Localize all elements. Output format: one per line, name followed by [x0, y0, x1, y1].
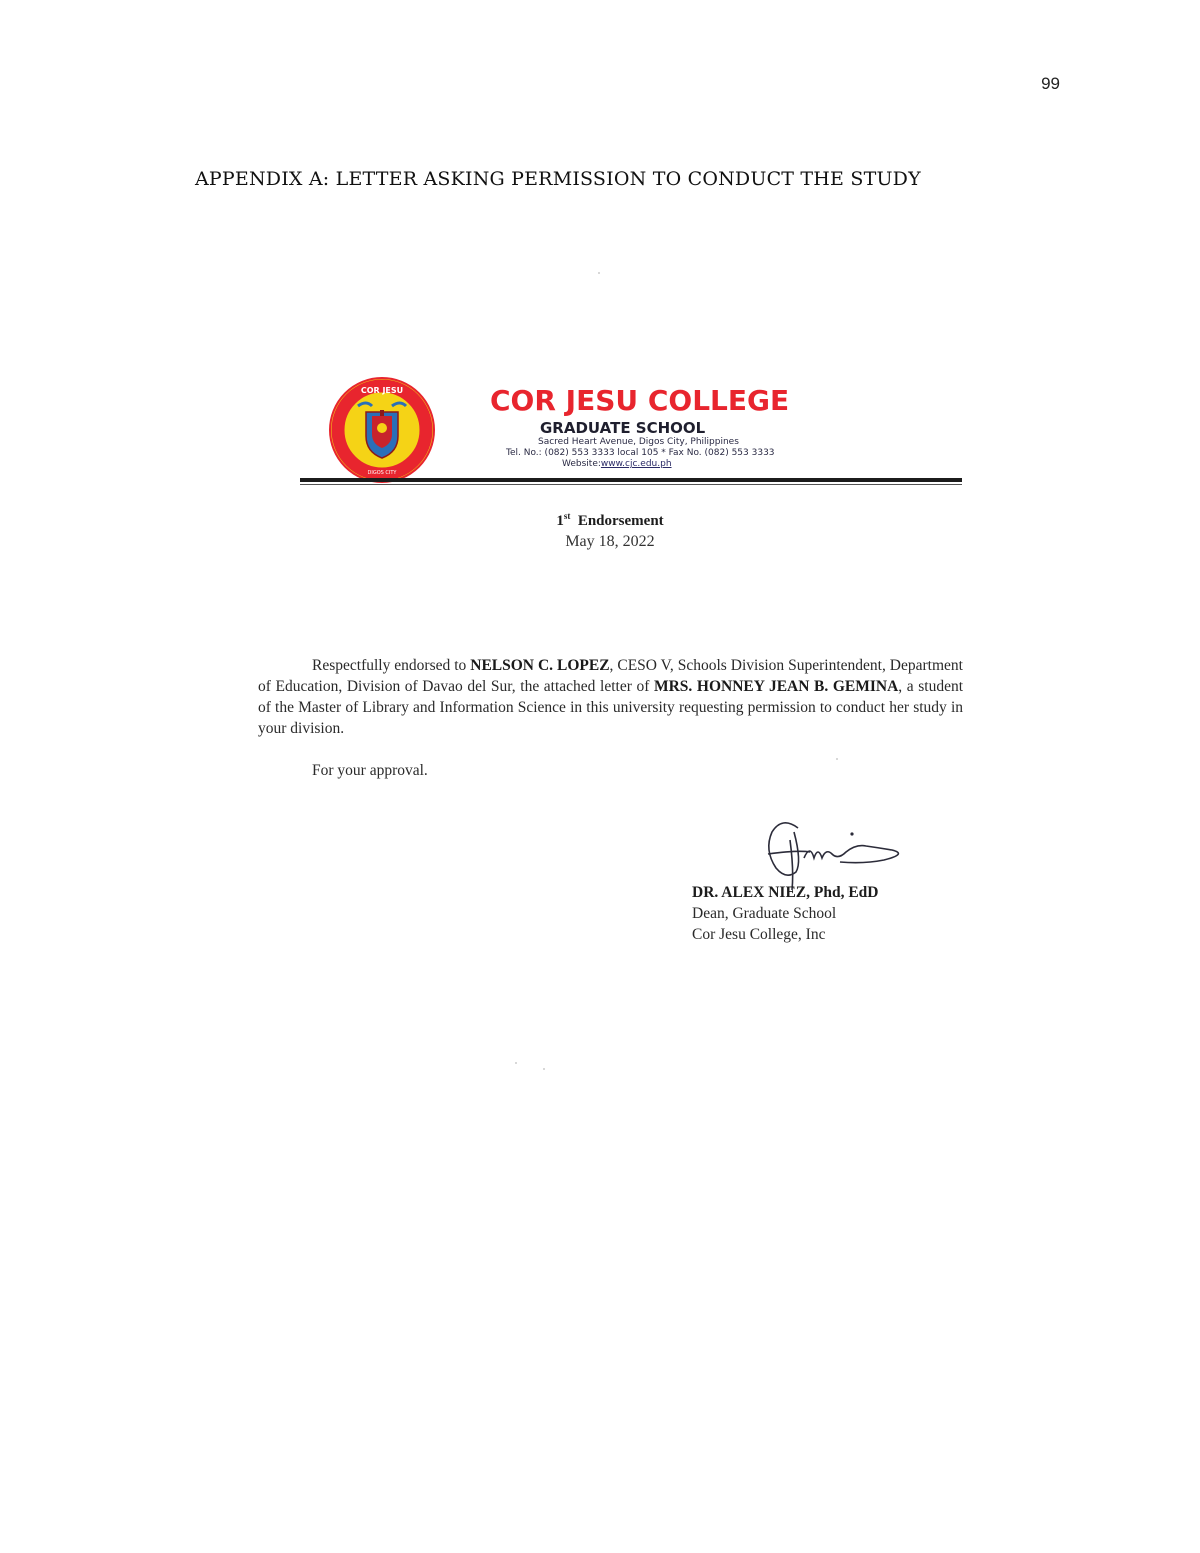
scan-speck [836, 758, 838, 760]
letterhead [300, 376, 962, 496]
college-website [562, 459, 672, 469]
college-seal-logo [328, 376, 436, 484]
signatory-title: Dean, Graduate School [692, 905, 837, 922]
endorsement-label: Endorsement [577, 513, 664, 529]
endorsement-date: May 18, 2022 [565, 533, 655, 550]
appendix-title: APPENDIX A: LETTER ASKING PERMISSION TO CONDUCT THE STUDY [195, 168, 921, 190]
letterhead-rule-thin [300, 484, 962, 485]
svg-text:COR JESU: COR JESU [360, 386, 404, 395]
college-name: COR JESU COLLEGE [490, 384, 790, 417]
svg-text:DIGOS CITY: DIGOS CITY [367, 470, 397, 476]
recipient-name: NELSON C. LOPEZ [470, 657, 610, 674]
letterhead-rule [300, 478, 962, 482]
endorsement-ordinal: 1 [556, 513, 564, 529]
endorsement-heading [500, 511, 720, 530]
scan-speck [515, 1062, 517, 1064]
endorsement-paragraph [258, 655, 963, 739]
scan-speck [543, 1068, 545, 1070]
page-number: 99 [1041, 74, 1060, 93]
college-contact: Tel. No.: (082) 553 3333 local 105 * Fax No. (082) 553 3333 [506, 448, 775, 458]
signatory-block [692, 882, 878, 945]
signatory-institution: Cor Jesu College, Inc [692, 926, 826, 943]
college-address: Sacred Heart Avenue, Digos City, Philippines [538, 437, 739, 447]
website-link[interactable]: www.cjc.edu.ph [600, 459, 672, 469]
graduate-school-label: GRADUATE SCHOOL [540, 419, 706, 437]
endorsement-ordinal-suffix: st [563, 511, 571, 521]
website-label: Website: [562, 459, 601, 469]
scan-speck [598, 272, 600, 274]
paragraph-text: Respectfully endorsed to [312, 657, 471, 674]
approval-line: For your approval. [312, 762, 428, 779]
student-name: MRS. HONNEY JEAN B. GEMINA [653, 678, 899, 695]
paragraph-text: , a student of the Master of Library and Information Science in this university requesting permission to conduct her study in your division. [258, 678, 963, 737]
paragraph-text: , CESO V, Schools Division Superintendent, Department of Education, Division of Davao del Sur, the attached letter of [258, 657, 963, 695]
signatory-name: DR. ALEX NIEZ, Phd, EdD [692, 884, 879, 901]
